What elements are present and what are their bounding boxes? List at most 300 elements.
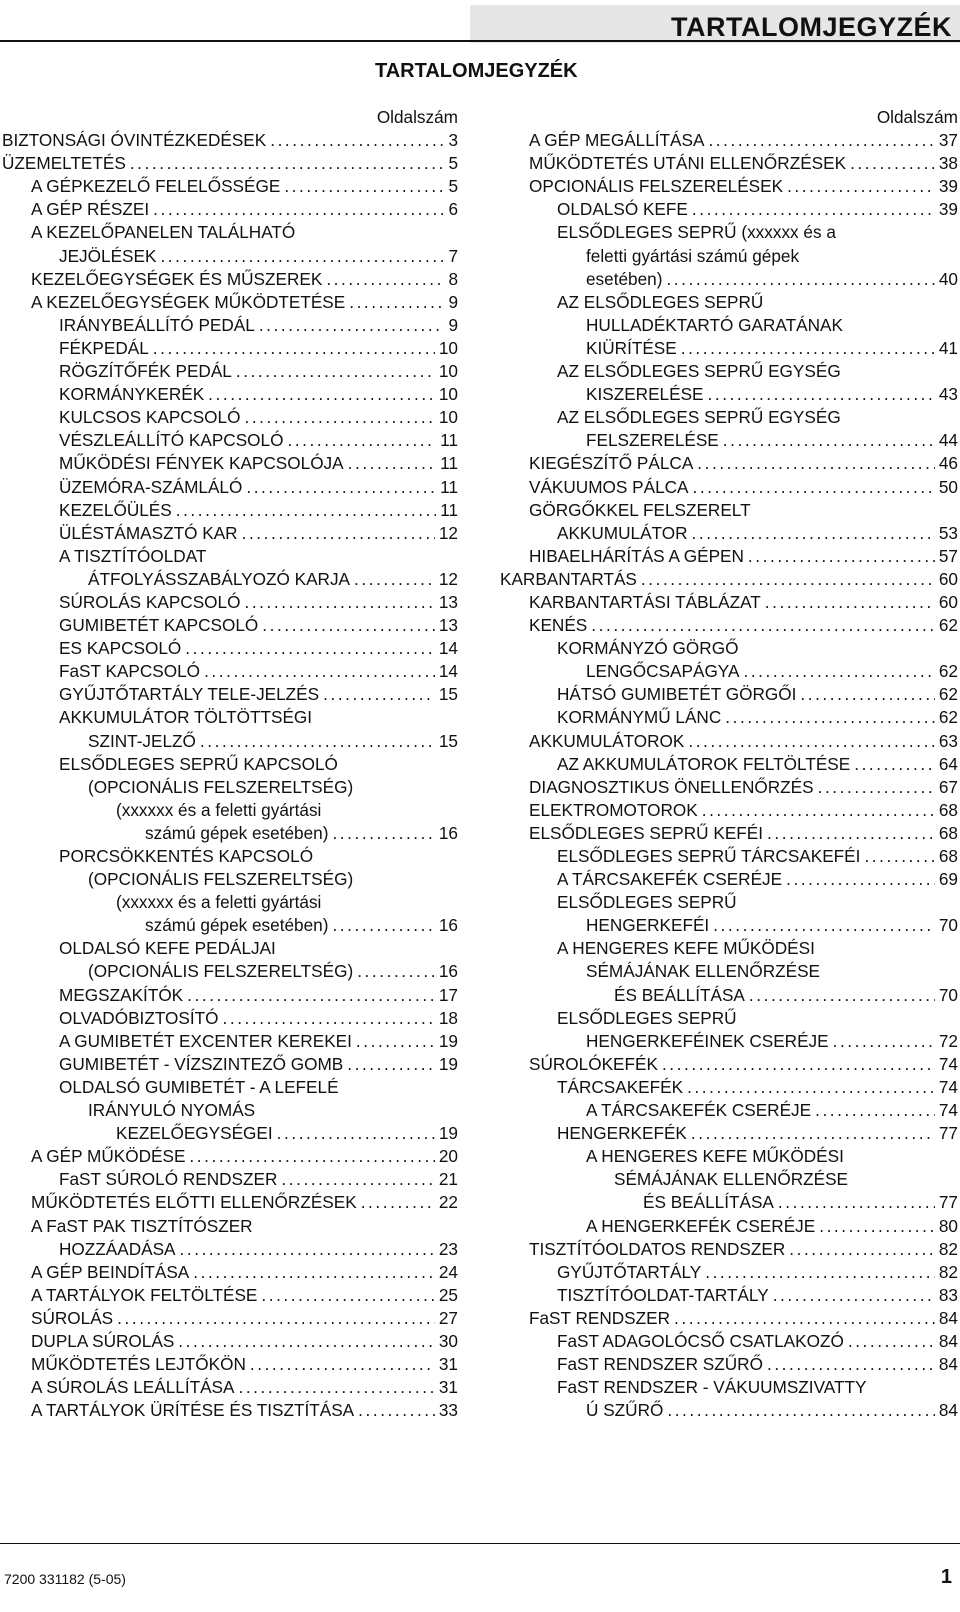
- toc-entry-label: (OPCIONÁLIS FELSZERELTSÉG): [88, 776, 354, 797]
- toc-entry-label: KIEGÉSZÍTŐ PÁLCA: [529, 453, 694, 474]
- toc-entry-label: (xxxxxx és a feletti gyártási: [116, 799, 322, 820]
- toc-entry: [500, 822, 958, 845]
- toc-entry: [500, 937, 958, 960]
- dot-leader: [130, 152, 445, 175]
- toc-entry: [2, 1330, 458, 1353]
- toc-entry: [500, 152, 958, 175]
- toc-entry-label: KEZELŐEGYSÉGEI: [116, 1123, 273, 1144]
- header-band: [470, 5, 960, 43]
- dot-leader: [187, 984, 435, 1007]
- toc-entry-label: HÁTSÓ GUMIBETÉT GÖRGŐI: [557, 684, 797, 705]
- toc-entry-label: A FaST PAK TISZTÍTÓSZER: [31, 1215, 253, 1236]
- toc-entry: [500, 429, 958, 452]
- dot-leader: [854, 753, 935, 776]
- dot-leader: [723, 429, 935, 452]
- toc-entry-page: 10: [438, 384, 458, 405]
- toc-entry-page: 20: [438, 1146, 458, 1167]
- toc-entry-label: OLVADÓBIZTOSÍTÓ: [59, 1007, 219, 1028]
- toc-entry: [2, 245, 458, 268]
- toc-entry: [2, 1284, 458, 1307]
- toc-entry: [500, 499, 958, 522]
- toc-entry: [2, 1238, 458, 1261]
- toc-entry: [500, 1353, 958, 1376]
- toc-entry: [2, 1191, 458, 1214]
- dot-leader: [200, 730, 435, 753]
- toc-entry-page: 23: [438, 1238, 458, 1259]
- toc-entry-label: AKKUMULÁTOROK: [529, 730, 685, 751]
- toc-entry-page: 31: [438, 1354, 458, 1375]
- toc-entry-label: FaST SÚROLÓ RENDSZER: [59, 1169, 278, 1190]
- toc-entry-label: KEZELŐÜLÉS: [59, 499, 172, 520]
- dot-leader: [818, 776, 935, 799]
- toc-entry: [2, 476, 458, 499]
- dot-leader: [204, 660, 435, 683]
- dot-leader: [773, 1284, 935, 1307]
- toc-entry-label: GYŰJTŐTARTÁLY TELE-JELZÉS: [59, 684, 320, 705]
- dot-leader: [864, 845, 934, 868]
- toc-entry-label: FaST RENDSZER - VÁKUUMSZIVATTY: [557, 1377, 867, 1398]
- toc-entry: [2, 568, 458, 591]
- toc-entry-label: KISZERELÉSE: [586, 384, 704, 405]
- toc-entry-label: KULCSOS KAPCSOLÓ: [59, 407, 241, 428]
- toc-entry-label: KARBANTARTÁS: [500, 568, 637, 589]
- dot-leader: [354, 568, 435, 591]
- toc-entry: [500, 984, 958, 1007]
- toc-entry: [500, 1145, 958, 1168]
- toc-entry-label: SZINT-JELZŐ: [88, 730, 196, 751]
- toc-entry-page: 57: [938, 545, 958, 566]
- toc-entry-label: SÚROLÁS KAPCSOLÓ: [59, 591, 241, 612]
- header-title: TARTALOMJEGYZÉK: [671, 12, 952, 42]
- toc-entry: [2, 406, 458, 429]
- dot-leader: [117, 1307, 435, 1330]
- toc-entry-page: 13: [438, 591, 458, 612]
- dot-leader: [815, 1099, 935, 1122]
- toc-entry-page: 15: [438, 730, 458, 751]
- toc-entry: [500, 1238, 958, 1261]
- toc-entry-label: MEGSZAKÍTÓK: [59, 984, 184, 1005]
- dot-leader: [641, 568, 935, 591]
- toc-entry: [500, 245, 958, 268]
- toc-entry-label: Ú SZŰRŐ: [586, 1400, 664, 1421]
- toc-entry-page: 10: [438, 337, 458, 358]
- dot-leader: [262, 614, 435, 637]
- toc-entry: [500, 591, 958, 614]
- toc-entry: [2, 1353, 458, 1376]
- toc-entry-page: 84: [938, 1354, 958, 1375]
- toc-entry: [500, 314, 958, 337]
- toc-entry: [2, 545, 458, 568]
- toc-entry-page: 74: [938, 1100, 958, 1121]
- toc-entry: [500, 799, 958, 822]
- toc-entry: [2, 822, 458, 845]
- toc-entry: [2, 499, 458, 522]
- toc-entry: [2, 937, 458, 960]
- dot-leader: [702, 799, 935, 822]
- toc-entry-label: GYŰJTŐTARTÁLY: [557, 1261, 702, 1282]
- toc-entry-label: FaST RENDSZER SZŰRŐ: [557, 1354, 763, 1375]
- toc-entry-label: JEJÖLÉSEK: [59, 245, 157, 266]
- toc-entry: [2, 198, 458, 221]
- toc-entry-page: 80: [938, 1215, 958, 1236]
- toc-entry: [2, 660, 458, 683]
- toc-entry-page: 22: [438, 1192, 458, 1213]
- toc-entry-page: 70: [938, 984, 958, 1005]
- dot-leader: [691, 1122, 935, 1145]
- toc-entry-page: 41: [938, 337, 958, 358]
- toc-entry-page: 60: [938, 591, 958, 612]
- dot-leader: [348, 452, 437, 475]
- dot-leader: [236, 360, 435, 383]
- dot-leader: [250, 1353, 435, 1376]
- toc-entry-page: 8: [448, 268, 458, 289]
- dot-leader: [662, 1053, 935, 1076]
- toc-entry-page: 16: [438, 822, 458, 843]
- toc-entry-label: ELSŐDLEGES SEPRŰ TÁRCSAKEFÉI: [557, 846, 861, 866]
- toc-entry-label: HIBAELHÁRÍTÁS A GÉPEN: [529, 545, 744, 566]
- toc-entry: [2, 1076, 458, 1099]
- toc-entry: [2, 1122, 458, 1145]
- toc-entry: [2, 429, 458, 452]
- toc-entry: [2, 175, 458, 198]
- toc-entry-label: ELSŐDLEGES SEPRŰ (xxxxxx és a: [557, 222, 836, 243]
- dot-leader: [356, 1030, 435, 1053]
- toc-entry-page: 13: [438, 615, 458, 636]
- toc-entry-page: 84: [938, 1330, 958, 1351]
- page-title: TARTALOMJEGYZÉK: [375, 60, 578, 82]
- toc-entry: [2, 268, 458, 291]
- toc-entry: [2, 799, 458, 822]
- dot-leader: [674, 1307, 935, 1330]
- toc-entry: [2, 1007, 458, 1030]
- toc-entry: [500, 1168, 958, 1191]
- toc-entry-label: FaST RENDSZER: [529, 1307, 671, 1328]
- dot-leader: [223, 1007, 435, 1030]
- toc-entry-label: OLDALSÓ KEFE PEDÁLJAI: [59, 938, 276, 959]
- toc-entry-page: 39: [938, 199, 958, 220]
- toc-entry-label: A GÉP MŰKÖDÉSE: [31, 1146, 186, 1167]
- toc-entry-label: ÜZEMELTETÉS: [2, 153, 126, 174]
- toc-entry-label: KORMÁNYMŰ LÁNC: [557, 707, 722, 728]
- dot-leader: [667, 1399, 935, 1422]
- dot-leader: [281, 1168, 434, 1191]
- toc-entry-label: A TÁRCSAKEFÉK CSERÉJE: [586, 1100, 812, 1121]
- toc-entry-label: HENGERKEFÉINEK CSERÉJE: [586, 1030, 829, 1051]
- dot-leader: [819, 1215, 935, 1238]
- toc-entry-page: 83: [938, 1284, 958, 1305]
- page-number-heading: Oldalszám: [376, 107, 458, 127]
- toc-entry-label: KORMÁNYKERÉK: [59, 384, 205, 405]
- dot-leader: [277, 1122, 435, 1145]
- toc-entry-label: A HENGERES KEFE MŰKÖDÉSI: [557, 938, 815, 959]
- toc-entry: [2, 845, 458, 868]
- toc-entry-page: 12: [438, 522, 458, 543]
- toc-entry-page: 16: [438, 961, 458, 982]
- toc-entry: [2, 891, 458, 914]
- toc-entry-label: SÚROLÓKEFÉK: [529, 1053, 658, 1074]
- dot-leader: [244, 591, 434, 614]
- toc-entry: [2, 522, 458, 545]
- toc-entry-page: 14: [438, 638, 458, 659]
- toc-entry-label: GUMIBETÉT - VÍZSZINTEZŐ GOMB: [59, 1053, 344, 1074]
- toc-entry: [500, 730, 958, 753]
- toc-entry-page: 15: [438, 684, 458, 705]
- toc-entry-page: 70: [938, 915, 958, 936]
- toc-entry-page: 68: [938, 799, 958, 820]
- toc-right-column: [500, 106, 958, 1422]
- dot-leader: [323, 683, 435, 706]
- toc-entry: [500, 1099, 958, 1122]
- toc-entry-page: 30: [438, 1330, 458, 1351]
- toc-entry-label: ELSŐDLEGES SEPRŰ KEFÉI: [529, 822, 764, 843]
- toc-entry-page: 67: [938, 776, 958, 797]
- toc-entry: [2, 1376, 458, 1399]
- toc-entry-label: AZ AKKUMULÁTOROK FELTÖLTÉSE: [557, 753, 851, 774]
- toc-entry: [2, 360, 458, 383]
- toc-entry-label: SÉMÁJÁNAK ELLENŐRZÉSE: [586, 961, 821, 982]
- toc-entry-label: MŰKÖDÉSI FÉNYEK KAPCSOLÓJA: [59, 453, 344, 474]
- dot-leader: [332, 822, 434, 845]
- toc-entry-label: SÚROLÁS: [31, 1307, 114, 1328]
- toc-entry-page: 9: [448, 314, 458, 335]
- dot-leader: [153, 198, 444, 221]
- dot-leader: [666, 268, 934, 291]
- toc-entry: [500, 1076, 958, 1099]
- toc-entry-label: A GÉP RÉSZEI: [31, 199, 150, 220]
- dot-leader: [749, 984, 935, 1007]
- toc-entry: [500, 337, 958, 360]
- dot-leader: [800, 683, 935, 706]
- dot-leader: [765, 591, 935, 614]
- toc-entry-page: 77: [938, 1192, 958, 1213]
- toc-entry-label: VÉSZLEÁLLÍTÓ KAPCSOLÓ: [59, 430, 284, 451]
- toc-entry-label: (OPCIONÁLIS FELSZERELTSÉG): [88, 961, 354, 982]
- toc-entry-label: ES KAPCSOLÓ: [59, 638, 182, 659]
- toc-entry-page: 17: [438, 984, 458, 1005]
- toc-entry-label: AKKUMULÁTOR: [557, 522, 688, 543]
- toc-entry: [500, 1261, 958, 1284]
- toc-entry-page: 62: [938, 707, 958, 728]
- dot-leader: [767, 1353, 935, 1376]
- toc-entry: [2, 383, 458, 406]
- toc-entry: [500, 1284, 958, 1307]
- dot-leader: [833, 1030, 935, 1053]
- toc-entry: [2, 753, 458, 776]
- toc-entry: [500, 383, 958, 406]
- toc-entry: [2, 730, 458, 753]
- toc-entry-label: KEZELŐEGYSÉGEK ÉS MŰSZEREK: [31, 268, 323, 289]
- toc-entry: [500, 914, 958, 937]
- toc-entry-page: 10: [438, 361, 458, 382]
- dot-leader: [708, 129, 934, 152]
- toc-entry-label: számú gépek esetében): [145, 915, 329, 936]
- toc-right-list: [500, 129, 958, 1422]
- toc-entry-page: 37: [938, 130, 958, 151]
- dot-leader: [332, 914, 434, 937]
- toc-entry: [2, 960, 458, 983]
- toc-entry-page: 19: [438, 1053, 458, 1074]
- toc-entry-label: HENGERKEFÉI: [586, 915, 710, 936]
- toc-entry: [500, 1330, 958, 1353]
- toc-entry-label: IRÁNYBEÁLLÍTÓ PEDÁL: [59, 314, 255, 335]
- dot-leader: [705, 1261, 935, 1284]
- dot-leader: [361, 1191, 435, 1214]
- dot-leader: [708, 383, 935, 406]
- toc-entry: [500, 452, 958, 475]
- toc-entry-label: ÉS BEÁLLÍTÁSA: [614, 984, 745, 1005]
- dot-leader: [687, 1076, 935, 1099]
- toc-entry-page: 19: [438, 1123, 458, 1144]
- toc-left-column: [2, 106, 458, 1422]
- toc-entry-page: 6: [448, 199, 458, 220]
- toc-entry-label: KORMÁNYZÓ GÖRGŐ: [557, 638, 739, 659]
- toc-entry-label: ELSŐDLEGES SEPRŰ: [557, 892, 737, 913]
- toc-entry-label: LENGŐCSAPÁGYA: [586, 661, 740, 682]
- toc-entry-label: PORCSÖKKENTÉS KAPCSOLÓ: [59, 846, 314, 866]
- toc-entry: [500, 1030, 958, 1053]
- dot-leader: [693, 476, 935, 499]
- toc-entry-page: 82: [938, 1261, 958, 1282]
- dot-leader: [153, 337, 435, 360]
- toc-entry-page: 46: [938, 453, 958, 474]
- dot-leader: [238, 1376, 434, 1399]
- toc-entry-page: 63: [938, 730, 958, 751]
- toc-entry: [500, 129, 958, 152]
- dot-leader: [326, 268, 444, 291]
- dot-leader: [681, 337, 935, 360]
- dot-leader: [767, 822, 935, 845]
- toc-entry-page: 9: [448, 291, 458, 312]
- dot-leader: [787, 175, 935, 198]
- toc-entry: [500, 845, 958, 868]
- dot-leader: [357, 960, 435, 983]
- toc-entry-page: 19: [438, 1030, 458, 1051]
- toc-entry-page: 64: [938, 753, 958, 774]
- toc-entry: [2, 291, 458, 314]
- toc-entry-label: HULLADÉKTARTÓ GARATÁNAK: [586, 314, 843, 335]
- dot-leader: [176, 499, 436, 522]
- toc-entry: [2, 984, 458, 1007]
- toc-entry: [500, 476, 958, 499]
- toc-entry-page: 69: [938, 869, 958, 890]
- dot-leader: [697, 452, 935, 475]
- toc-entry: [500, 545, 958, 568]
- toc-entry: [2, 776, 458, 799]
- toc-entry: [2, 152, 458, 175]
- toc-entry-label: HENGERKEFÉK: [557, 1123, 687, 1144]
- toc-entry: [500, 1376, 958, 1399]
- toc-entry-page: 53: [938, 522, 958, 543]
- toc-entry-page: 11: [440, 453, 458, 474]
- toc-entry-label: ELSŐDLEGES SEPRŰ KAPCSOLÓ: [59, 753, 338, 774]
- dot-leader: [358, 1399, 435, 1422]
- toc-left-list: [2, 129, 458, 1422]
- toc-entry-label: MŰKÖDTETÉS ELŐTTI ELLENŐRZÉSEK: [31, 1192, 357, 1213]
- toc-entry-label: OLDALSÓ KEFE: [557, 199, 688, 220]
- toc-entry-page: 77: [938, 1123, 958, 1144]
- toc-entry-label: OLDALSÓ GUMIBETÉT - A LEFELÉ: [59, 1076, 339, 1097]
- document-code: 7200 331182 (5-05): [4, 1571, 126, 1587]
- toc-entry-page: 84: [938, 1307, 958, 1328]
- dot-leader: [591, 614, 935, 637]
- toc-entry: [2, 591, 458, 614]
- toc-entry-page: 11: [440, 499, 458, 520]
- toc-entry: [500, 660, 958, 683]
- dot-leader: [748, 545, 935, 568]
- toc-entry-label: ÁTFOLYÁSSZABÁLYOZÓ KARJA: [88, 568, 351, 589]
- toc-entry-label: A HENGERKEFÉK CSERÉJE: [586, 1215, 816, 1236]
- toc-entry-label: BIZTONSÁGI ÓVINTÉZKEDÉSEK: [2, 130, 267, 151]
- dot-leader: [284, 175, 444, 198]
- toc-entry-page: 33: [438, 1400, 458, 1421]
- toc-entry-label: ELSŐDLEGES SEPRŰ: [557, 1007, 737, 1028]
- toc-entry: [2, 1099, 458, 1122]
- dot-leader: [725, 706, 935, 729]
- toc-entry: [500, 1122, 958, 1145]
- toc-entry-label: MŰKÖDTETÉS UTÁNI ELLENŐRZÉSEK: [529, 153, 847, 174]
- dot-leader: [208, 383, 435, 406]
- toc-entry-label: MŰKÖDTETÉS LEJTŐKÖN: [31, 1354, 246, 1375]
- toc-entry-page: 62: [938, 684, 958, 705]
- toc-entry-label: ÉS BEÁLLÍTÁSA: [643, 1192, 774, 1213]
- toc-entry: [2, 1307, 458, 1330]
- dot-leader: [244, 406, 434, 429]
- toc-entry-label: ÜLÉSTÁMASZTÓ KAR: [59, 522, 238, 543]
- toc-entry-page: 62: [938, 615, 958, 636]
- dot-leader: [178, 1330, 435, 1353]
- header-rule: [0, 40, 960, 42]
- toc-entry: [2, 614, 458, 637]
- dot-leader: [246, 476, 436, 499]
- dot-leader: [180, 1238, 435, 1261]
- toc-entry-label: OPCIONÁLIS FELSZERELÉSEK: [529, 176, 784, 197]
- toc-entry-label: ÜZEMÓRA-SZÁMLÁLÓ: [59, 476, 243, 497]
- toc-entry-page: 18: [438, 1007, 458, 1028]
- toc-entry-label: KENÉS: [529, 615, 588, 636]
- toc-entry-page: 38: [938, 153, 958, 174]
- toc-entry-label: TÁRCSAKEFÉK: [557, 1076, 684, 1097]
- toc-entry-label: A KEZELŐEGYSÉGEK MŰKÖDTETÉSE: [31, 291, 346, 312]
- toc-entry-page: 39: [938, 176, 958, 197]
- toc-entry: [2, 337, 458, 360]
- toc-entry-page: 43: [938, 384, 958, 405]
- toc-entry-page: 11: [440, 430, 458, 451]
- toc-entry-page: 40: [938, 268, 958, 289]
- toc-entry: [500, 291, 958, 314]
- toc-entry-page: 21: [438, 1169, 458, 1190]
- toc-entry-label: A KEZELŐPANELEN TALÁLHATÓ: [31, 222, 296, 243]
- toc-entry: [2, 1261, 458, 1284]
- dot-leader: [189, 1145, 434, 1168]
- toc-entry-label: HOZZÁADÁSA: [59, 1238, 176, 1259]
- toc-entry-page: 84: [938, 1400, 958, 1421]
- page-number-heading: Oldalszám: [876, 107, 958, 127]
- toc-entry: [500, 406, 958, 429]
- toc-entry-page: 31: [438, 1377, 458, 1398]
- toc-entry: [2, 637, 458, 660]
- dot-leader: [692, 522, 935, 545]
- toc-entry-page: 16: [438, 915, 458, 936]
- dot-leader: [347, 1053, 435, 1076]
- toc-entry-label: számú gépek esetében): [145, 822, 329, 843]
- toc-entry-label: TISZTÍTÓOLDATOS RENDSZER: [529, 1238, 786, 1259]
- toc-entry: [500, 637, 958, 660]
- toc-entry: [500, 706, 958, 729]
- toc-entry-label: A GÉPKEZELŐ FELELŐSSÉGE: [31, 176, 281, 197]
- toc-entry-label: FaST KAPCSOLÓ: [59, 661, 201, 682]
- toc-entry-page: 68: [938, 822, 958, 843]
- toc-entry-label: DIAGNOSZTIKUS ÖNELLENŐRZÉS: [529, 776, 814, 797]
